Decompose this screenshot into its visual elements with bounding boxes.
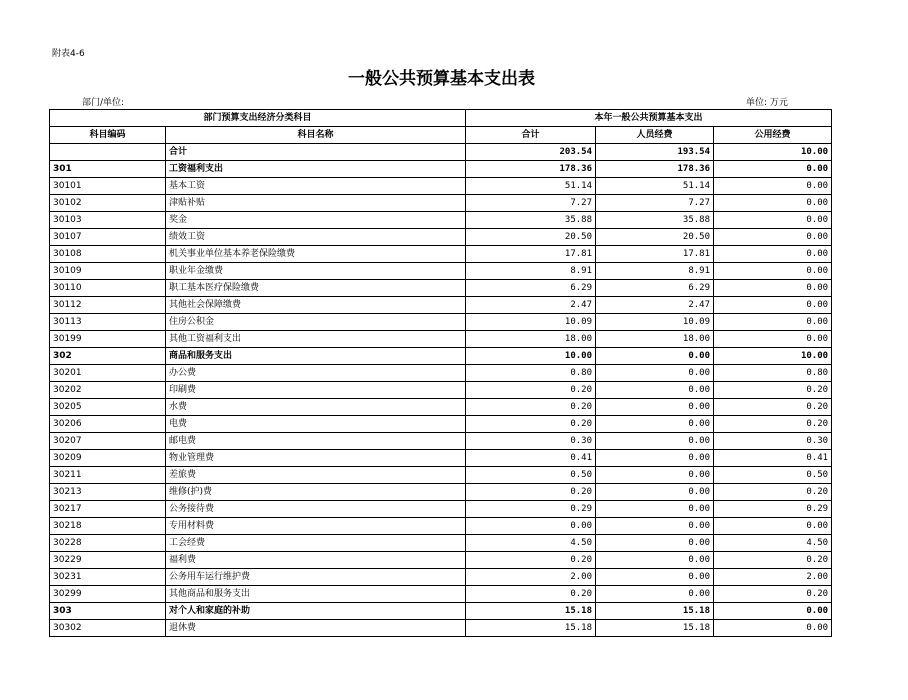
table-group-header-row [50, 110, 832, 127]
cell-personnel: 35.88 [596, 212, 714, 229]
table-row [50, 161, 832, 178]
cell-code: 30205 [50, 399, 166, 416]
cell-public: 0.20 [714, 552, 832, 569]
cell-name: 水费 [166, 399, 466, 416]
cell-total: 0.20 [466, 399, 596, 416]
cell-code: 30101 [50, 178, 166, 195]
cell-total: 10.09 [466, 314, 596, 331]
cell-code: 30108 [50, 246, 166, 263]
cell-personnel: 20.50 [596, 229, 714, 246]
cell-public: 0.00 [714, 603, 832, 620]
cell-public: 0.41 [714, 450, 832, 467]
cell-public: 0.20 [714, 586, 832, 603]
column-header-total: 合计 [466, 127, 596, 144]
cell-total: 8.91 [466, 263, 596, 280]
table-row [50, 552, 832, 569]
cell-public: 0.80 [714, 365, 832, 382]
budget-table [49, 109, 832, 637]
column-header-personnel: 人员经费 [596, 127, 714, 144]
cell-name: 奖金 [166, 212, 466, 229]
cell-code: 30103 [50, 212, 166, 229]
cell-total: 10.00 [466, 348, 596, 365]
cell-code: 30302 [50, 620, 166, 637]
cell-name: 职业年金缴费 [166, 263, 466, 280]
cell-name: 退休费 [166, 620, 466, 637]
cell-public: 0.00 [714, 195, 832, 212]
cell-public: 0.30 [714, 433, 832, 450]
cell-name: 专用材料费 [166, 518, 466, 535]
cell-name: 对个人和家庭的补助 [166, 603, 466, 620]
cell-code: 30112 [50, 297, 166, 314]
cell-total: 2.00 [466, 569, 596, 586]
cell-name: 合计 [166, 144, 466, 161]
cell-name: 福利费 [166, 552, 466, 569]
cell-public: 10.00 [714, 144, 832, 161]
cell-code: 30206 [50, 416, 166, 433]
cell-public: 0.50 [714, 467, 832, 484]
cell-code: 30109 [50, 263, 166, 280]
cell-total: 0.00 [466, 518, 596, 535]
cell-code: 302 [50, 348, 166, 365]
cell-code: 30217 [50, 501, 166, 518]
cell-name: 邮电费 [166, 433, 466, 450]
table-row [50, 314, 832, 331]
cell-name: 电费 [166, 416, 466, 433]
cell-personnel: 0.00 [596, 416, 714, 433]
cell-personnel: 0.00 [596, 433, 714, 450]
table-row [50, 229, 832, 246]
cell-total: 0.80 [466, 365, 596, 382]
cell-public: 2.00 [714, 569, 832, 586]
cell-code [50, 144, 166, 161]
cell-personnel: 8.91 [596, 263, 714, 280]
column-header-name: 科目名称 [166, 127, 466, 144]
cell-code: 30213 [50, 484, 166, 501]
table-row [50, 280, 832, 297]
cell-code: 30202 [50, 382, 166, 399]
cell-personnel: 0.00 [596, 518, 714, 535]
table-row [50, 518, 832, 535]
cell-personnel: 17.81 [596, 246, 714, 263]
cell-total: 0.29 [466, 501, 596, 518]
table-row [50, 212, 832, 229]
cell-public: 0.29 [714, 501, 832, 518]
cell-code: 30209 [50, 450, 166, 467]
cell-total: 0.20 [466, 586, 596, 603]
cell-personnel: 0.00 [596, 348, 714, 365]
cell-code: 30107 [50, 229, 166, 246]
table-row [50, 450, 832, 467]
cell-total: 15.18 [466, 620, 596, 637]
cell-public: 0.00 [714, 518, 832, 535]
table-row [50, 501, 832, 518]
cell-total: 0.20 [466, 552, 596, 569]
cell-personnel: 2.47 [596, 297, 714, 314]
cell-code: 30218 [50, 518, 166, 535]
cell-code: 30201 [50, 365, 166, 382]
cell-name: 职工基本医疗保险缴费 [166, 280, 466, 297]
group-header-expenditure: 本年一般公共预算基本支出 [466, 110, 832, 127]
cell-personnel: 18.00 [596, 331, 714, 348]
cell-personnel: 0.00 [596, 501, 714, 518]
cell-public: 0.00 [714, 212, 832, 229]
cell-code: 30102 [50, 195, 166, 212]
cell-personnel: 193.54 [596, 144, 714, 161]
table-row [50, 297, 832, 314]
table-row [50, 399, 832, 416]
cell-name: 物业管理费 [166, 450, 466, 467]
table-row [50, 144, 832, 161]
cell-personnel: 51.14 [596, 178, 714, 195]
cell-public: 0.20 [714, 399, 832, 416]
cell-total: 0.41 [466, 450, 596, 467]
attachment-label: 附表4-6 [52, 49, 85, 59]
cell-code: 30199 [50, 331, 166, 348]
unit-label: 单位: 万元 [746, 98, 788, 108]
cell-name: 工资福利支出 [166, 161, 466, 178]
cell-personnel: 7.27 [596, 195, 714, 212]
cell-name: 差旅费 [166, 467, 466, 484]
cell-public: 0.00 [714, 161, 832, 178]
table-row [50, 365, 832, 382]
cell-public: 0.00 [714, 331, 832, 348]
table-row [50, 348, 832, 365]
cell-personnel: 0.00 [596, 484, 714, 501]
cell-name: 津贴补贴 [166, 195, 466, 212]
table-row [50, 484, 832, 501]
cell-personnel: 0.00 [596, 365, 714, 382]
cell-code: 30110 [50, 280, 166, 297]
cell-public: 0.00 [714, 263, 832, 280]
cell-total: 203.54 [466, 144, 596, 161]
column-header-public: 公用经费 [714, 127, 832, 144]
cell-total: 0.20 [466, 416, 596, 433]
table-column-header-row [50, 127, 832, 144]
cell-total: 51.14 [466, 178, 596, 195]
cell-total: 0.20 [466, 382, 596, 399]
table-row [50, 331, 832, 348]
cell-public: 0.00 [714, 297, 832, 314]
cell-code: 30207 [50, 433, 166, 450]
cell-name: 办公费 [166, 365, 466, 382]
cell-public: 0.00 [714, 229, 832, 246]
cell-personnel: 15.18 [596, 603, 714, 620]
cell-public: 0.00 [714, 178, 832, 195]
cell-code: 30231 [50, 569, 166, 586]
cell-public: 0.00 [714, 314, 832, 331]
page-title: 一般公共预算基本支出表 [348, 69, 535, 89]
table-row [50, 467, 832, 484]
table-row [50, 620, 832, 637]
cell-public: 0.20 [714, 382, 832, 399]
cell-name: 公务接待费 [166, 501, 466, 518]
cell-name: 绩效工资 [166, 229, 466, 246]
cell-total: 4.50 [466, 535, 596, 552]
table-row [50, 382, 832, 399]
cell-public: 4.50 [714, 535, 832, 552]
cell-public: 0.00 [714, 246, 832, 263]
cell-name: 机关事业单位基本养老保险缴费 [166, 246, 466, 263]
cell-personnel: 6.29 [596, 280, 714, 297]
cell-total: 178.36 [466, 161, 596, 178]
cell-name: 公务用车运行维护费 [166, 569, 466, 586]
column-header-code: 科目编码 [50, 127, 166, 144]
cell-total: 2.47 [466, 297, 596, 314]
cell-code: 30229 [50, 552, 166, 569]
cell-total: 0.20 [466, 484, 596, 501]
cell-personnel: 0.00 [596, 467, 714, 484]
table-row [50, 246, 832, 263]
cell-personnel: 0.00 [596, 552, 714, 569]
cell-personnel: 0.00 [596, 586, 714, 603]
table-row [50, 535, 832, 552]
cell-total: 20.50 [466, 229, 596, 246]
cell-personnel: 15.18 [596, 620, 714, 637]
table-row [50, 433, 832, 450]
table-row [50, 586, 832, 603]
cell-name: 其他商品和服务支出 [166, 586, 466, 603]
cell-total: 7.27 [466, 195, 596, 212]
cell-personnel: 0.00 [596, 399, 714, 416]
cell-code: 30228 [50, 535, 166, 552]
cell-public: 0.20 [714, 484, 832, 501]
cell-code: 30299 [50, 586, 166, 603]
cell-personnel: 0.00 [596, 450, 714, 467]
table-row [50, 263, 832, 280]
table-row [50, 603, 832, 620]
cell-total: 35.88 [466, 212, 596, 229]
cell-name: 住房公积金 [166, 314, 466, 331]
table-body [50, 144, 832, 637]
cell-total: 18.00 [466, 331, 596, 348]
cell-personnel: 178.36 [596, 161, 714, 178]
cell-total: 6.29 [466, 280, 596, 297]
cell-public: 0.20 [714, 416, 832, 433]
table-row [50, 178, 832, 195]
cell-personnel: 0.00 [596, 382, 714, 399]
cell-total: 17.81 [466, 246, 596, 263]
cell-code: 301 [50, 161, 166, 178]
cell-public: 0.00 [714, 280, 832, 297]
cell-name: 工会经费 [166, 535, 466, 552]
cell-total: 15.18 [466, 603, 596, 620]
cell-name: 商品和服务支出 [166, 348, 466, 365]
cell-total: 0.50 [466, 467, 596, 484]
cell-name: 印刷费 [166, 382, 466, 399]
cell-personnel: 0.00 [596, 535, 714, 552]
cell-name: 基本工资 [166, 178, 466, 195]
cell-name: 其他工资福利支出 [166, 331, 466, 348]
cell-personnel: 10.09 [596, 314, 714, 331]
cell-public: 10.00 [714, 348, 832, 365]
table-row [50, 569, 832, 586]
cell-code: 30113 [50, 314, 166, 331]
cell-total: 0.30 [466, 433, 596, 450]
cell-name: 维修(护)费 [166, 484, 466, 501]
table-row [50, 416, 832, 433]
cell-name: 其他社会保障缴费 [166, 297, 466, 314]
table-row [50, 195, 832, 212]
cell-code: 30211 [50, 467, 166, 484]
group-header-classification: 部门预算支出经济分类科目 [50, 110, 466, 127]
cell-personnel: 0.00 [596, 569, 714, 586]
cell-public: 0.00 [714, 620, 832, 637]
cell-code: 303 [50, 603, 166, 620]
department-label: 部门/单位: [82, 98, 125, 108]
